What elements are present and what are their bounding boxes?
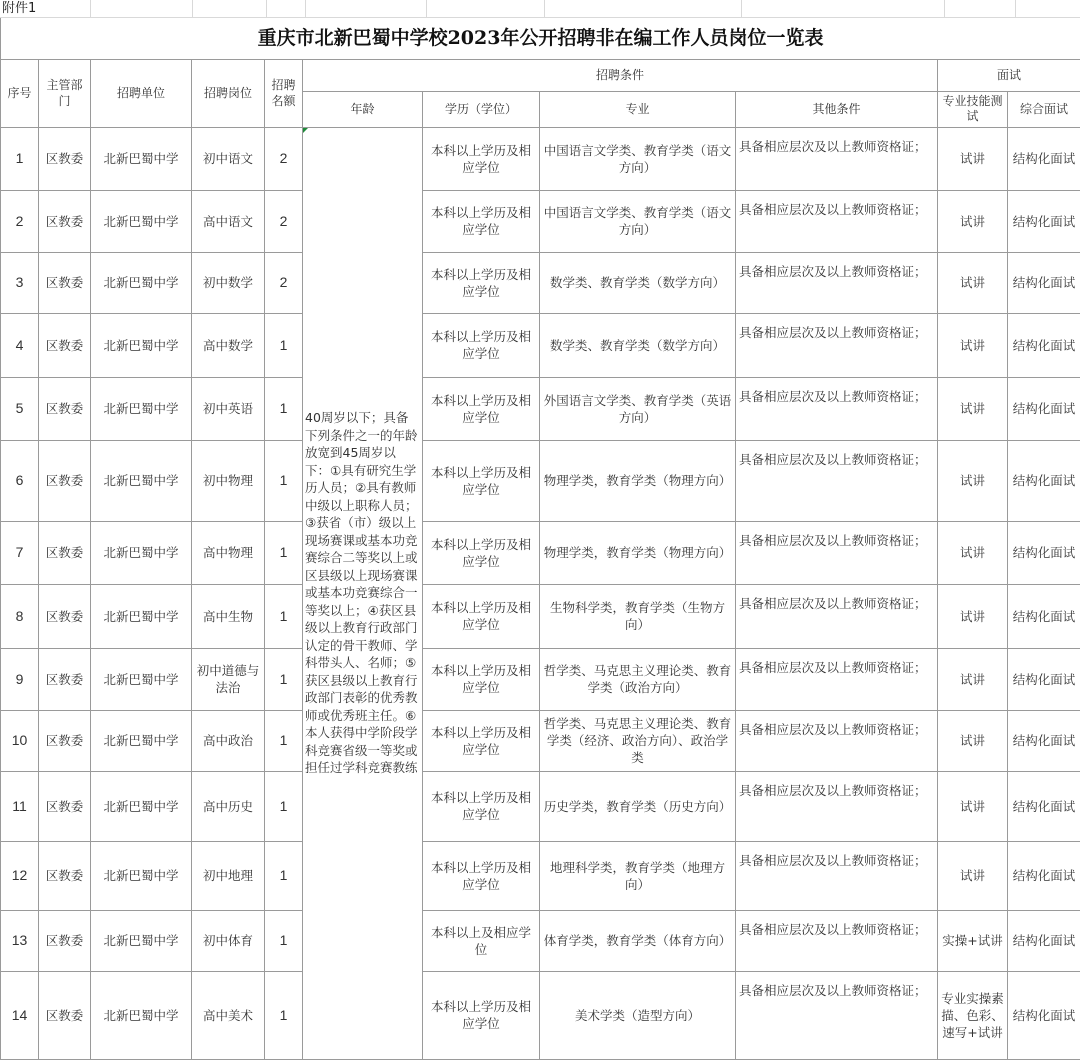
row-post: 高中语文 — [192, 190, 265, 252]
table-row — [1, 377, 1080, 440]
row-unit: 北新巴蜀中学 — [91, 841, 192, 910]
header-education: 学历（学位） — [423, 91, 540, 127]
row-department: 区教委 — [39, 910, 91, 971]
row-post: 初中体育 — [192, 910, 265, 971]
row-post: 高中政治 — [192, 710, 265, 771]
row-education: 本科以上学历及相应学位 — [423, 584, 540, 648]
row-post: 初中英语 — [192, 377, 265, 440]
row-skill-test: 试讲 — [938, 771, 1008, 841]
row-department: 区教委 — [39, 710, 91, 771]
row-education: 本科以上学历及相应学位 — [423, 841, 540, 910]
table-row — [1, 841, 1080, 910]
row-post: 初中地理 — [192, 841, 265, 910]
row-skill-test: 实操+试讲 — [938, 910, 1008, 971]
row-general-interview: 结构化面试 — [1008, 127, 1080, 190]
comment-marker-icon — [303, 128, 308, 133]
row-major: 数学类、教育学类（数学方向） — [540, 313, 736, 377]
row-other: 具备相应层次及以上教师资格证； — [736, 971, 938, 1059]
row-major: 生物科学类，教育学类（生物方向） — [540, 584, 736, 648]
row-quota: 2 — [265, 190, 303, 252]
row-unit: 北新巴蜀中学 — [91, 910, 192, 971]
row-education: 本科以上学历及相应学位 — [423, 971, 540, 1059]
row-quota: 1 — [265, 440, 303, 521]
row-quota: 1 — [265, 971, 303, 1059]
table-row — [1, 252, 1080, 313]
row-quota: 1 — [265, 521, 303, 584]
row-department: 区教委 — [39, 584, 91, 648]
row-unit: 北新巴蜀中学 — [91, 252, 192, 313]
header-department: 主管部门 — [39, 59, 91, 127]
table-row — [1, 190, 1080, 252]
row-department: 区教委 — [39, 190, 91, 252]
row-unit: 北新巴蜀中学 — [91, 648, 192, 710]
row-major: 美术学类（造型方向） — [540, 971, 736, 1059]
row-quota: 1 — [265, 841, 303, 910]
recruitment-table — [0, 18, 1080, 1060]
row-unit: 北新巴蜀中学 — [91, 190, 192, 252]
row-post: 高中数学 — [192, 313, 265, 377]
row-seq: 9 — [1, 648, 39, 710]
row-skill-test: 试讲 — [938, 521, 1008, 584]
row-skill-test: 试讲 — [938, 190, 1008, 252]
header-conditions: 招聘条件 — [303, 59, 938, 91]
row-post: 初中语文 — [192, 127, 265, 190]
row-post: 高中历史 — [192, 771, 265, 841]
row-major: 物理学类，教育学类（物理方向） — [540, 521, 736, 584]
row-post: 高中美术 — [192, 971, 265, 1059]
row-education: 本科以上及相应学位 — [423, 910, 540, 971]
row-unit: 北新巴蜀中学 — [91, 440, 192, 521]
row-seq: 1 — [1, 127, 39, 190]
row-other: 具备相应层次及以上教师资格证； — [736, 377, 938, 440]
row-other: 具备相应层次及以上教师资格证； — [736, 252, 938, 313]
row-general-interview: 结构化面试 — [1008, 971, 1080, 1059]
row-quota: 1 — [265, 584, 303, 648]
row-education: 本科以上学历及相应学位 — [423, 648, 540, 710]
row-quota: 1 — [265, 377, 303, 440]
row-quota: 1 — [265, 910, 303, 971]
header-interview: 面试 — [938, 59, 1080, 91]
row-unit: 北新巴蜀中学 — [91, 710, 192, 771]
row-general-interview: 结构化面试 — [1008, 584, 1080, 648]
row-education: 本科以上学历及相应学位 — [423, 710, 540, 771]
table-row — [1, 127, 1080, 190]
row-quota: 1 — [265, 771, 303, 841]
row-department: 区教委 — [39, 648, 91, 710]
header-seq: 序号 — [1, 59, 39, 127]
header-post: 招聘岗位 — [192, 59, 265, 127]
age-condition-text: 40周岁以下；具备下列条件之一的年龄放宽到45周岁以下：①具有研究生学历人员；②具有教师中级以上职称人员；③获省（市）级以上现场赛课或基本功竞赛综合二等奖以上或区县级以上现场赛课或基本功竞赛综合一等奖以上；④获区县级以上教育行政部门认定的骨干教师、学科带头人、名师；⑤获区县级以上教育行政部门表彰的优秀教师或优秀班主任。⑥ 本人获得中学阶段学科竞赛省级一等奖或担任过学科竞赛教练 — [305, 410, 418, 776]
row-education: 本科以上学历及相应学位 — [423, 127, 540, 190]
row-general-interview: 结构化面试 — [1008, 710, 1080, 771]
row-department: 区教委 — [39, 313, 91, 377]
row-department: 区教委 — [39, 841, 91, 910]
row-unit: 北新巴蜀中学 — [91, 521, 192, 584]
row-seq: 4 — [1, 313, 39, 377]
row-seq: 10 — [1, 710, 39, 771]
row-skill-test: 专业实操素描、色彩、速写+试讲 — [938, 971, 1008, 1059]
row-department: 区教委 — [39, 252, 91, 313]
row-education: 本科以上学历及相应学位 — [423, 377, 540, 440]
row-department: 区教委 — [39, 127, 91, 190]
annex-label: 附件1 — [2, 1, 37, 16]
row-other: 具备相应层次及以上教师资格证； — [736, 127, 938, 190]
row-major: 历史学类，教育学类（历史方向） — [540, 771, 736, 841]
table-row — [1, 584, 1080, 648]
row-major: 外国语言文学类、教育学类（英语方向） — [540, 377, 736, 440]
row-skill-test: 试讲 — [938, 648, 1008, 710]
table-row — [1, 313, 1080, 377]
table-row — [1, 910, 1080, 971]
row-skill-test: 试讲 — [938, 584, 1008, 648]
row-major: 数学类、教育学类（数学方向） — [540, 252, 736, 313]
row-unit: 北新巴蜀中学 — [91, 771, 192, 841]
row-major: 体育学类，教育学类（体育方向） — [540, 910, 736, 971]
row-seq: 14 — [1, 971, 39, 1059]
table-title: 重庆市北新巴蜀中学校2023年公开招聘非在编工作人员岗位一览表 — [1, 18, 1080, 59]
row-other: 具备相应层次及以上教师资格证； — [736, 190, 938, 252]
row-post: 初中道德与法治 — [192, 648, 265, 710]
row-department: 区教委 — [39, 377, 91, 440]
row-education: 本科以上学历及相应学位 — [423, 771, 540, 841]
table-row — [1, 971, 1080, 1059]
row-general-interview: 结构化面试 — [1008, 910, 1080, 971]
header-major: 专业 — [540, 91, 736, 127]
row-other: 具备相应层次及以上教师资格证； — [736, 584, 938, 648]
row-unit: 北新巴蜀中学 — [91, 584, 192, 648]
row-general-interview: 结构化面试 — [1008, 771, 1080, 841]
row-education: 本科以上学历及相应学位 — [423, 313, 540, 377]
row-major: 哲学类、马克思主义理论类、教育学类（政治方向） — [540, 648, 736, 710]
row-seq: 12 — [1, 841, 39, 910]
row-seq: 2 — [1, 190, 39, 252]
row-skill-test: 试讲 — [938, 440, 1008, 521]
row-unit: 北新巴蜀中学 — [91, 377, 192, 440]
row-unit: 北新巴蜀中学 — [91, 313, 192, 377]
row-post: 初中数学 — [192, 252, 265, 313]
row-department: 区教委 — [39, 971, 91, 1059]
row-skill-test: 试讲 — [938, 841, 1008, 910]
row-skill-test: 试讲 — [938, 252, 1008, 313]
row-education: 本科以上学历及相应学位 — [423, 252, 540, 313]
header-unit: 招聘单位 — [91, 59, 192, 127]
row-department: 区教委 — [39, 771, 91, 841]
row-general-interview: 结构化面试 — [1008, 648, 1080, 710]
row-quota: 2 — [265, 127, 303, 190]
row-education: 本科以上学历及相应学位 — [423, 521, 540, 584]
row-quota: 1 — [265, 313, 303, 377]
age-condition-cell — [303, 127, 423, 1059]
row-quota: 1 — [265, 648, 303, 710]
table-row — [1, 771, 1080, 841]
row-department: 区教委 — [39, 521, 91, 584]
row-other: 具备相应层次及以上教师资格证； — [736, 648, 938, 710]
row-seq: 3 — [1, 252, 39, 313]
row-major: 地理科学类，教育学类（地理方向） — [540, 841, 736, 910]
annex-row — [0, 0, 1080, 18]
row-general-interview: 结构化面试 — [1008, 440, 1080, 521]
row-other: 具备相应层次及以上教师资格证； — [736, 710, 938, 771]
row-unit: 北新巴蜀中学 — [91, 971, 192, 1059]
row-quota: 1 — [265, 710, 303, 771]
table-row — [1, 440, 1080, 521]
row-general-interview: 结构化面试 — [1008, 521, 1080, 584]
row-skill-test: 试讲 — [938, 313, 1008, 377]
row-education: 本科以上学历及相应学位 — [423, 440, 540, 521]
row-education: 本科以上学历及相应学位 — [423, 190, 540, 252]
row-seq: 8 — [1, 584, 39, 648]
row-seq: 7 — [1, 521, 39, 584]
row-major: 中国语言文学类、教育学类（语文方向） — [540, 190, 736, 252]
row-unit: 北新巴蜀中学 — [91, 127, 192, 190]
row-seq: 5 — [1, 377, 39, 440]
row-seq: 13 — [1, 910, 39, 971]
row-skill-test: 试讲 — [938, 377, 1008, 440]
row-department: 区教委 — [39, 440, 91, 521]
row-seq: 11 — [1, 771, 39, 841]
row-major: 物理学类，教育学类（物理方向） — [540, 440, 736, 521]
row-major: 哲学类、马克思主义理论类、教育学类（经济、政治方向）、政治学类 — [540, 710, 736, 771]
row-general-interview: 结构化面试 — [1008, 377, 1080, 440]
row-major: 中国语言文学类、教育学类（语文方向） — [540, 127, 736, 190]
row-general-interview: 结构化面试 — [1008, 841, 1080, 910]
header-skill-test: 专业技能测试 — [938, 91, 1008, 127]
row-post: 高中物理 — [192, 521, 265, 584]
table-row — [1, 648, 1080, 710]
header-age: 年龄 — [303, 91, 423, 127]
row-other: 具备相应层次及以上教师资格证； — [736, 313, 938, 377]
row-other: 具备相应层次及以上教师资格证； — [736, 440, 938, 521]
row-other: 具备相应层次及以上教师资格证； — [736, 910, 938, 971]
row-quota: 2 — [265, 252, 303, 313]
row-other: 具备相应层次及以上教师资格证； — [736, 841, 938, 910]
row-seq: 6 — [1, 440, 39, 521]
row-post: 高中生物 — [192, 584, 265, 648]
header-quota: 招聘名额 — [265, 59, 303, 127]
row-general-interview: 结构化面试 — [1008, 252, 1080, 313]
row-general-interview: 结构化面试 — [1008, 313, 1080, 377]
row-skill-test: 试讲 — [938, 710, 1008, 771]
table-row — [1, 521, 1080, 584]
row-skill-test: 试讲 — [938, 127, 1008, 190]
row-other: 具备相应层次及以上教师资格证； — [736, 771, 938, 841]
header-general-interview: 综合面试 — [1008, 91, 1080, 127]
row-general-interview: 结构化面试 — [1008, 190, 1080, 252]
table-row — [1, 710, 1080, 771]
header-other: 其他条件 — [736, 91, 938, 127]
row-post: 初中物理 — [192, 440, 265, 521]
row-other: 具备相应层次及以上教师资格证； — [736, 521, 938, 584]
